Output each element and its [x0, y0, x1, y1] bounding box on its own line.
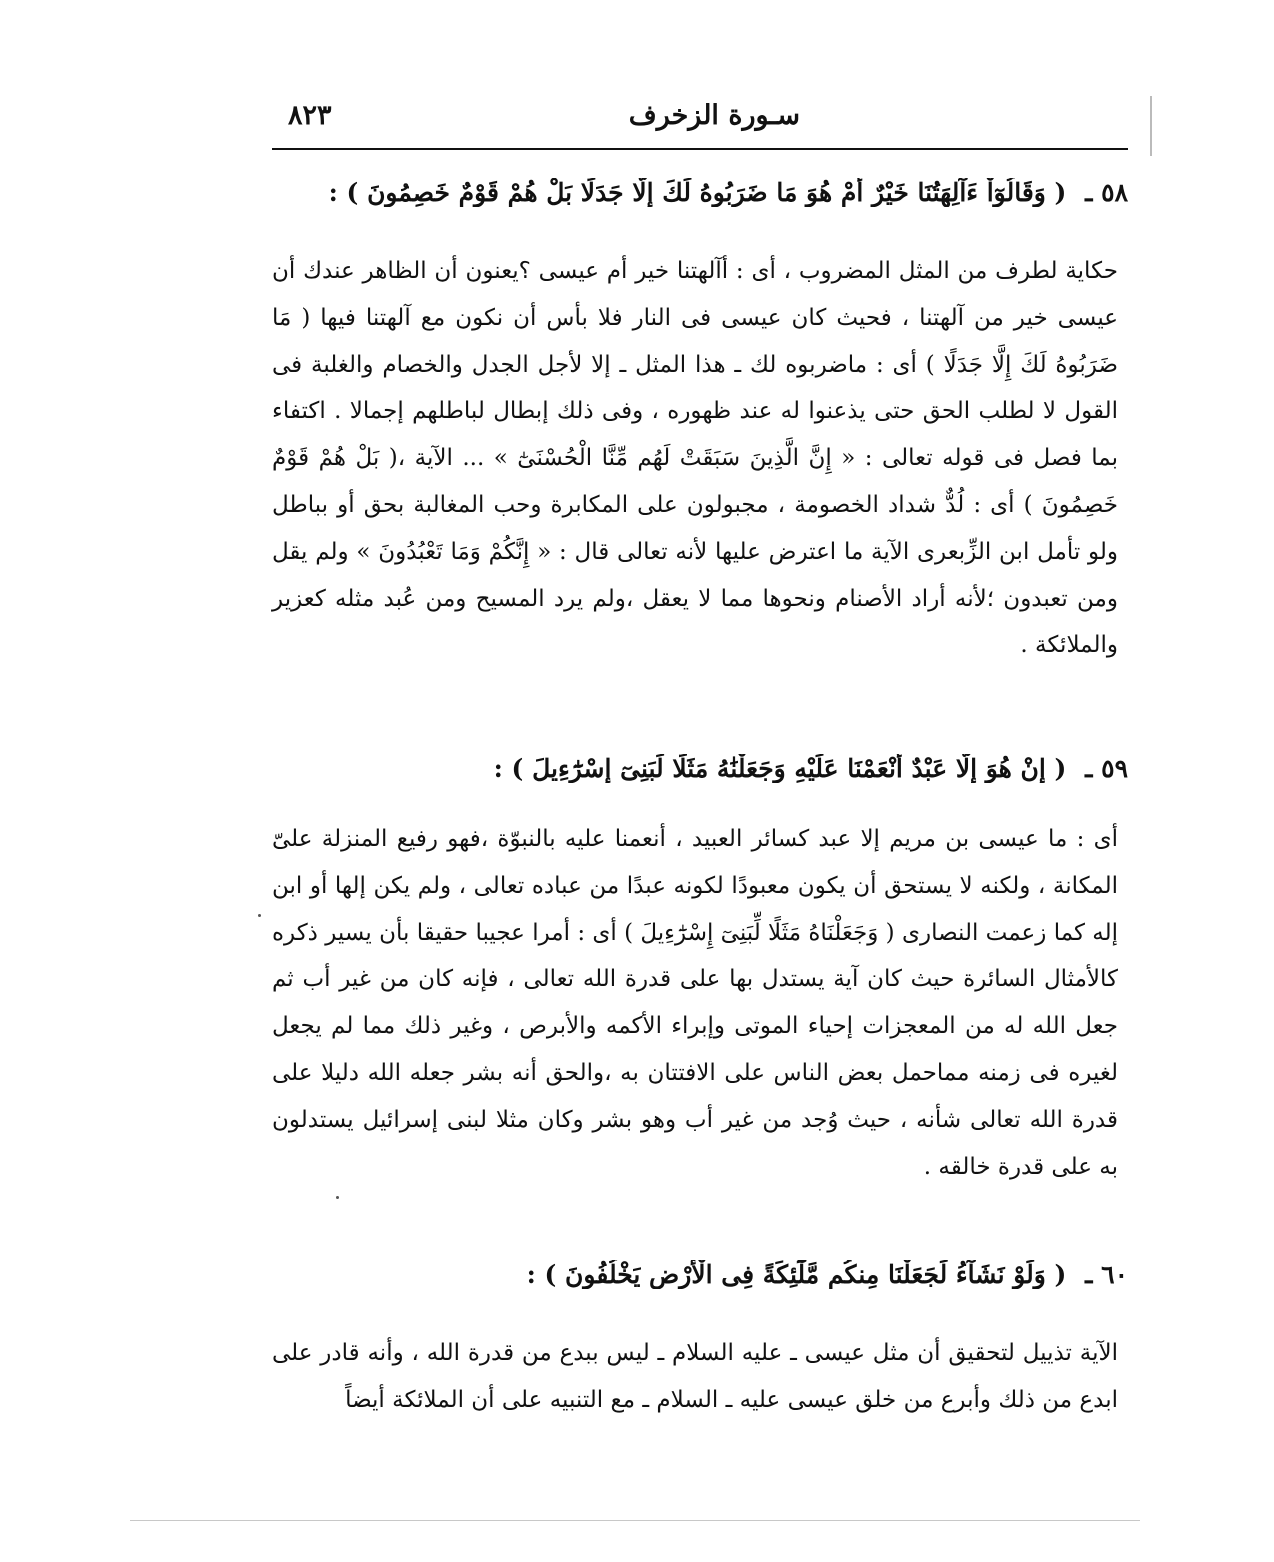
running-header [270, 96, 1130, 142]
verse-60-commentary: الآية تذييل لتحقيق أن مثل عيسى ـ عليه السلام ـ ليس ببدع من قدرة الله ، وأنه قادر على ابدع من ذلك وأبرع من خلق عيسى عليه ـ السلام ـ مع التنبيه على أن الملائكة أيضاً [272, 1340, 1118, 1413]
scan-edge-mark [1150, 96, 1152, 156]
verse-number: ٥٩ ـ [1085, 754, 1128, 783]
header-divider [272, 148, 1128, 150]
verse-58-heading [272, 178, 1128, 207]
scan-speck [258, 914, 261, 917]
verse-60-heading [272, 1260, 1128, 1289]
verse-59-commentary: أى : ما عيسى بن مريم إلا عبد كسائر العبيد ، أنعمنا عليه بالنبوّة ،فهو رفيع المنزلة علىّ المكانة ، ولكنه لا يستحق أن يكون معبودًا لكونه عبدًا من عباده تعالى ، ولم يكن إلها أو ابن إله كما زعمت النصارى ( وَجَعَلْنَاهُ مَثَلًا لِّبَنِىٓ إِسْرَٰٓءِيلَ ) أى : أمرا عجيبا حقيقا بأن يسير ذكره كالأمثال السائرة حيث كان آية يستدل بها على قدرة الله تعالى ، فإنه كان من غير أب ثم جعل الله له من المعجزات إحياء الموتى وإبراء الأكمه والأبرص ، وغير ذلك مما لم يجعل لغيره فى زمنه مماحمل بعض الناس على الافتتان به ،والحق أنه بشر جعله الله دليلا على قدرة الله تعالى شأنه ، حيث وُجد من غير أب وهو بشر وكان مثلا لبنى إسرائيل يستدلون به على قدرة خالقه . [271, 826, 1118, 1180]
scan-speck [336, 1196, 339, 1199]
verse-text: ( إِنْ هُوَ إِلَّا عَبْدٌ أَنْعَمْنَا عَلَيْهِ وَجَعَلْنَٰهُ مَثَلًا لِّبَنِىٓ إِسْرَٰٓءِيلَ ) : [493, 754, 1067, 783]
surah-title: سـورة الزخرف [628, 100, 800, 131]
verse-58-commentary: حكاية لطرف من المثل المضروب ، أى : أآلهتنا خير أم عيسى ؟يعنون أن الظاهر عندك أن عيسى خير من آلهتنا ، فحيث كان عيسى فى النار فلا بأس أن نكون مع آلهتنا فيها ( مَا ضَرَبُوهُ لَكَ إِلَّا جَدَلًا ) أى : ماضربوه لك ـ هذا المثل ـ إلا لأجل الجدل والخصام والغلبة فى القول لا لطلب الحق حتى يذعنوا له عند ظهوره ، وفى ذلك إبطال لباطلهم إجمالا . اكتفاء بما فصل فى قوله تعالى : « إِنَّ الَّذِينَ سَبَقَتْ لَهُم مِّنَّا الْحُسْنَىٰٓ » ... الآية ،( بَلْ هُمْ قَوْمٌ خَصِمُونَ ) أى : لُدٌّ شداد الخصومة ، مجبولون على المكابرة وحب المغالبة بحق أو بباطل ولو تأمل ابن الزِّبعرى الآية ما اعترض عليها لأنه تعالى قال : « إِنَّكُمْ وَمَا تَعْبُدُونَ » ولم يقل ومن تعبدون ؛لأنه أراد الأصنام ونحوها مما لا يعقل ،ولم يرد المسيح ومن عُبد مثله كعزير والملائكة . [272, 258, 1118, 659]
page-number: ٨٢٣ [288, 100, 332, 131]
verse-text: ( وَقَالُوٓاْ ءَآلِهَتُنَا خَيْرٌ أَمْ هُوَ مَا ضَرَبُوهُ لَكَ إِلَّا جَدَلًا بَلْ هُمْ قَوْمٌ خَصِمُونَ ) : [328, 178, 1067, 207]
verse-text: ( وَلَوْ نَشَآءُ لَجَعَلْنَا مِنكُم مَّلَٰٓئِكَةً فِى الْأَرْضِ يَخْلُفُونَ ) : [526, 1260, 1067, 1289]
page-bottom-edge [130, 1520, 1140, 1521]
verse-number: ٦٠ ـ [1085, 1260, 1128, 1289]
verse-number: ٥٨ ـ [1085, 178, 1128, 207]
verse-59-heading [272, 754, 1128, 783]
